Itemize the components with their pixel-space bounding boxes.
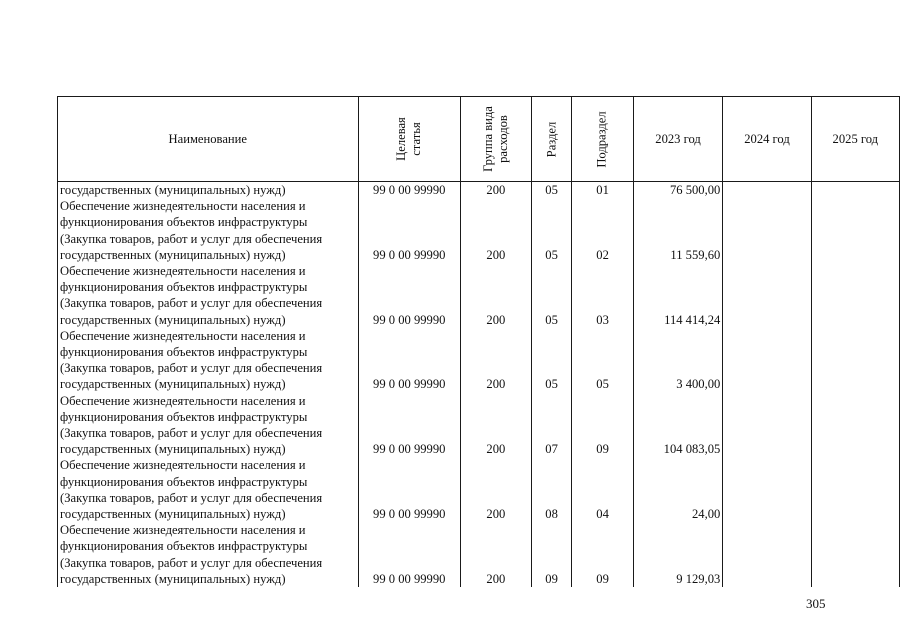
row-expense-group: 200 (460, 198, 531, 263)
row-subsection: 01 (572, 182, 633, 199)
row-amount-2024 (723, 522, 811, 587)
row-name-line: Обеспечение жизнедеятельности населения и (60, 264, 306, 279)
row-target-article: 99 0 00 99990 (358, 457, 460, 522)
row-target-article: 99 0 00 99990 (358, 522, 460, 587)
row-name-line: функционирования объектов инфраструктуры (60, 280, 308, 295)
row-expense-group: 200 (460, 263, 531, 328)
row-name-line: (Закупка товаров, работ и услуг для обеспечения (60, 490, 323, 505)
row-name-line: функционирования объектов инфраструктуры (60, 539, 308, 554)
table-row (58, 328, 900, 393)
header-section: Раздел (531, 97, 572, 182)
header-2023: 2023 год (633, 97, 723, 182)
row-name-line: государственных (муниципальных) нужд) (60, 183, 286, 197)
row-subsection: 03 (572, 263, 633, 328)
row-name-line: Обеспечение жизнедеятельности населения и (60, 328, 306, 343)
row-name-line: функционирования объектов инфраструктуры (60, 409, 308, 424)
row-expense-group: 200 (460, 393, 531, 458)
row-name-line: государственных (муниципальных) нужд) (60, 507, 286, 522)
row-amount-2023: 24,00 (633, 457, 723, 522)
header-expense-group: Группа вида расходов (460, 97, 531, 182)
row-subsection: 02 (572, 198, 633, 263)
row-amount-2025 (811, 182, 899, 199)
row-name-line: (Закупка товаров, работ и услуг для обеспечения (60, 296, 323, 311)
row-amount-2025 (811, 393, 899, 458)
page-number: 305 (806, 596, 826, 611)
row-name (58, 263, 359, 328)
row-name-line: государственных (муниципальных) нужд) (60, 247, 286, 262)
row-target-article: 99 0 00 99990 (358, 198, 460, 263)
row-amount-2024 (723, 263, 811, 328)
row-amount-2024 (723, 393, 811, 458)
row-amount-2025 (811, 198, 899, 263)
row-amount-2025 (811, 457, 899, 522)
row-amount-2025 (811, 522, 899, 587)
row-section: 08 (531, 457, 572, 522)
header-2025: 2025 год (811, 97, 899, 182)
row-name-line: Обеспечение жизнедеятельности населения и (60, 523, 306, 538)
row-amount-2023: 3 400,00 (633, 328, 723, 393)
table-row (58, 457, 900, 522)
row-target-article: 99 0 00 99990 (358, 263, 460, 328)
table-row (58, 263, 900, 328)
row-subsection: 09 (572, 393, 633, 458)
row-name-line: (Закупка товаров, работ и услуг для обеспечения (60, 231, 323, 246)
table-body (58, 182, 900, 588)
row-expense-group: 200 (460, 182, 531, 199)
row-section: 05 (531, 182, 572, 199)
row-section: 05 (531, 328, 572, 393)
row-target-article: 99 0 00 99990 (358, 182, 460, 199)
row-amount-2024 (723, 328, 811, 393)
row-subsection: 09 (572, 522, 633, 587)
row-section: 07 (531, 393, 572, 458)
budget-table (57, 96, 900, 587)
row-section: 05 (531, 263, 572, 328)
header-target-article: Целевая статья (358, 97, 460, 182)
row-expense-group: 200 (460, 522, 531, 587)
row-amount-2025 (811, 263, 899, 328)
table-row (58, 522, 900, 587)
row-name-line: (Закупка товаров, работ и услуг для обеспечения (60, 426, 323, 441)
row-name (58, 457, 359, 522)
row-amount-2025 (811, 328, 899, 393)
row-amount-2024 (723, 457, 811, 522)
row-name (58, 182, 359, 199)
row-amount-2024 (723, 198, 811, 263)
row-name-line: государственных (муниципальных) нужд) (60, 312, 286, 327)
row-section: 05 (531, 198, 572, 263)
row-name-line: Обеспечение жизнедеятельности населения и (60, 458, 306, 473)
row-name-line: государственных (муниципальных) нужд) (60, 442, 286, 457)
row-name-line: функционирования объектов инфраструктуры (60, 215, 308, 230)
row-name (58, 328, 359, 393)
row-name (58, 198, 359, 263)
table-row (58, 198, 900, 263)
row-amount-2024 (723, 182, 811, 199)
row-subsection: 04 (572, 457, 633, 522)
header-name: Наименование (58, 97, 359, 182)
row-target-article: 99 0 00 99990 (358, 328, 460, 393)
row-name-line: государственных (муниципальных) нужд) (60, 377, 286, 392)
row-subsection: 05 (572, 328, 633, 393)
header-2024: 2024 год (723, 97, 811, 182)
table-row (58, 182, 900, 199)
row-amount-2023: 76 500,00 (633, 182, 723, 199)
header-subsection: Подраздел (572, 97, 633, 182)
row-name-line: Обеспечение жизнедеятельности населения и (60, 393, 306, 408)
row-name (58, 393, 359, 458)
row-name (58, 522, 359, 587)
row-expense-group: 200 (460, 328, 531, 393)
row-name-line: (Закупка товаров, работ и услуг для обеспечения (60, 555, 323, 570)
row-name-line: Обеспечение жизнедеятельности населения и (60, 199, 306, 214)
row-expense-group: 200 (460, 457, 531, 522)
row-name-line: функционирования объектов инфраструктуры (60, 345, 308, 360)
row-amount-2023: 114 414,24 (633, 263, 723, 328)
header-row (58, 97, 900, 182)
row-amount-2023: 11 559,60 (633, 198, 723, 263)
row-amount-2023: 9 129,03 (633, 522, 723, 587)
row-section: 09 (531, 522, 572, 587)
table-row (58, 393, 900, 458)
row-name-line: функционирования объектов инфраструктуры (60, 474, 308, 489)
row-amount-2023: 104 083,05 (633, 393, 723, 458)
row-name-line: государственных (муниципальных) нужд) (60, 571, 286, 586)
row-target-article: 99 0 00 99990 (358, 393, 460, 458)
row-name-line: (Закупка товаров, работ и услуг для обеспечения (60, 361, 323, 376)
